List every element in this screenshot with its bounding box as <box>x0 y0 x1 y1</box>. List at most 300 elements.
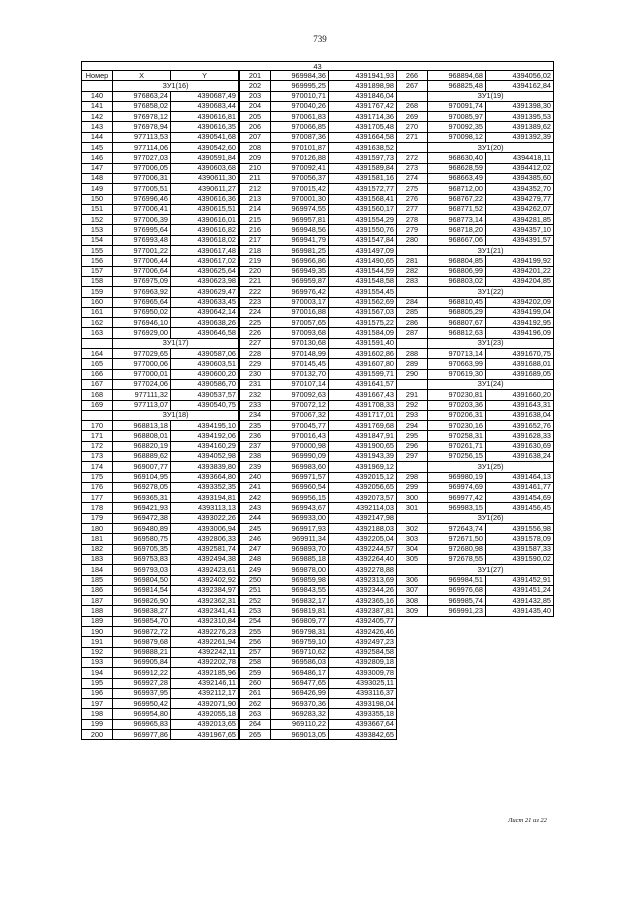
x-coordinate: 976996,46 <box>113 194 171 204</box>
x-coordinate: 969480,89 <box>113 524 171 534</box>
y-coordinate: 4394196,09 <box>486 328 554 338</box>
y-coordinate: 4391452,91 <box>486 575 554 585</box>
table-row <box>397 225 554 235</box>
point-number: 209 <box>240 153 271 163</box>
point-number: 285 <box>397 307 428 317</box>
sheet-footer: Лист 21 из 22 <box>508 817 547 824</box>
table-row <box>240 647 397 657</box>
point-number: 215 <box>240 215 271 225</box>
table-row <box>240 410 397 420</box>
x-coordinate: 969477,65 <box>271 678 329 688</box>
x-coordinate: 969943,67 <box>271 503 329 513</box>
table-row <box>82 637 239 647</box>
x-coordinate: 969937,95 <box>113 688 171 698</box>
point-number: 286 <box>397 318 428 328</box>
point-number: 237 <box>240 441 271 451</box>
x-coordinate: 968767,22 <box>428 194 486 204</box>
x-coordinate: 969980,19 <box>428 472 486 482</box>
x-coordinate: 977027,03 <box>113 153 171 163</box>
y-coordinate: 4394192,95 <box>486 318 554 328</box>
point-number: 296 <box>397 441 428 451</box>
x-coordinate: 968628,59 <box>428 163 486 173</box>
point-number: 160 <box>82 297 113 307</box>
point-number: 220 <box>240 266 271 276</box>
y-coordinate: 4392147,98 <box>329 513 397 523</box>
x-coordinate: 969912,22 <box>113 668 171 678</box>
point-number: 208 <box>240 143 271 153</box>
x-coordinate: 977113,07 <box>113 400 171 410</box>
x-coordinate: 968771,52 <box>428 204 486 214</box>
section-blank-cell <box>397 338 428 348</box>
point-number: 243 <box>240 503 271 513</box>
y-coordinate: 4394052,98 <box>171 451 239 461</box>
x-coordinate: 969948,56 <box>271 225 329 235</box>
y-coordinate: 4391554,29 <box>329 215 397 225</box>
y-coordinate: 4392244,57 <box>329 544 397 554</box>
y-coordinate: 4391464,13 <box>486 472 554 482</box>
table-row <box>397 400 554 410</box>
x-coordinate: 968803,02 <box>428 276 486 286</box>
table-row <box>397 534 554 544</box>
point-number: 297 <box>397 451 428 461</box>
y-coordinate: 4392278,88 <box>329 565 397 575</box>
x-coordinate: 968805,29 <box>428 307 486 317</box>
table-row <box>82 431 239 441</box>
x-coordinate: 969905,84 <box>113 657 171 667</box>
point-number: 162 <box>82 318 113 328</box>
table-row <box>240 688 397 698</box>
y-coordinate: 4391943,39 <box>329 451 397 461</box>
point-number: 143 <box>82 122 113 132</box>
y-coordinate: 4394192,06 <box>171 431 239 441</box>
table-row <box>240 668 397 678</box>
y-coordinate: 4391597,73 <box>329 153 397 163</box>
point-number: 256 <box>240 637 271 647</box>
table-row <box>82 585 239 595</box>
x-coordinate: 968808,01 <box>113 431 171 441</box>
x-coordinate: 969966,86 <box>271 256 329 266</box>
table-row <box>240 421 397 431</box>
table-row <box>240 513 397 523</box>
x-coordinate: 969809,77 <box>271 616 329 626</box>
table-row <box>82 482 239 492</box>
x-coordinate: 976975,09 <box>113 276 171 286</box>
table-row <box>240 472 397 482</box>
x-coordinate: 969472,38 <box>113 513 171 523</box>
x-coordinate: 969976,68 <box>428 585 486 595</box>
point-number: 227 <box>240 338 271 348</box>
table-row <box>82 112 239 122</box>
y-coordinate: 4390629,47 <box>171 287 239 297</box>
point-number: 291 <box>397 390 428 400</box>
x-coordinate: 969977,86 <box>113 730 171 740</box>
y-coordinate: 4390616,36 <box>171 194 239 204</box>
y-coordinate: 4394262,07 <box>486 204 554 214</box>
section-label: ЗУ1(18) <box>113 410 239 420</box>
x-coordinate: 969960,54 <box>271 482 329 492</box>
y-coordinate: 4394160,29 <box>171 441 239 451</box>
point-number: 254 <box>240 616 271 626</box>
table-row <box>397 81 554 91</box>
table-row <box>240 143 397 153</box>
y-coordinate: 4391584,09 <box>329 328 397 338</box>
table-row <box>82 390 239 400</box>
point-number: 260 <box>240 678 271 688</box>
table-row <box>397 554 554 564</box>
x-coordinate: 969976,42 <box>271 287 329 297</box>
point-number: 280 <box>397 235 428 245</box>
y-coordinate: 4391575,22 <box>329 318 397 328</box>
point-number: 253 <box>240 606 271 616</box>
y-coordinate: 4390646,58 <box>171 328 239 338</box>
y-coordinate: 4392809,18 <box>329 657 397 667</box>
table-row <box>240 606 397 616</box>
point-number: 198 <box>82 709 113 719</box>
point-number: 233 <box>240 400 271 410</box>
y-coordinate: 4394162,84 <box>486 81 554 91</box>
y-coordinate: 4393198,04 <box>329 699 397 709</box>
table-row <box>240 441 397 451</box>
x-coordinate: 970016,43 <box>271 431 329 441</box>
y-coordinate: 4392497,23 <box>329 637 397 647</box>
table-row <box>397 112 554 122</box>
y-coordinate: 4390615,51 <box>171 204 239 214</box>
y-coordinate: 4392114,03 <box>329 503 397 513</box>
x-coordinate: 969991,23 <box>428 606 486 616</box>
x-coordinate: 969753,83 <box>113 554 171 564</box>
point-number: 153 <box>82 225 113 235</box>
y-coordinate: 4392494,38 <box>171 554 239 564</box>
table-row <box>397 71 554 81</box>
coordinate-grid <box>396 70 554 617</box>
x-coordinate: 970713,14 <box>428 349 486 359</box>
y-coordinate: 4392112,17 <box>171 688 239 698</box>
point-number: 206 <box>240 122 271 132</box>
y-coordinate: 4391497,09 <box>329 246 397 256</box>
y-coordinate: 4391590,02 <box>486 554 554 564</box>
x-coordinate: 977111,32 <box>113 390 171 400</box>
point-number: 154 <box>82 235 113 245</box>
y-coordinate: 4390617,48 <box>171 246 239 256</box>
point-number: 217 <box>240 235 271 245</box>
x-coordinate: 970056,37 <box>271 173 329 183</box>
point-number: 207 <box>240 132 271 142</box>
table-row <box>82 194 239 204</box>
y-coordinate: 4394201,22 <box>486 266 554 276</box>
table-row <box>82 503 239 513</box>
header-y: Y <box>171 71 239 81</box>
y-coordinate: 4393113,13 <box>171 503 239 513</box>
table-row <box>397 153 554 163</box>
y-coordinate: 4391589,84 <box>329 163 397 173</box>
table-row <box>82 699 239 709</box>
table-row <box>240 276 397 286</box>
point-number: 292 <box>397 400 428 410</box>
table-row <box>82 462 239 472</box>
y-coordinate: 4391638,04 <box>486 410 554 420</box>
point-number: 301 <box>397 503 428 513</box>
point-number: 158 <box>82 276 113 286</box>
x-coordinate: 969370,36 <box>271 699 329 709</box>
point-number: 251 <box>240 585 271 595</box>
point-number: 241 <box>240 482 271 492</box>
x-coordinate: 969959,87 <box>271 276 329 286</box>
coordinate-grid <box>239 70 397 740</box>
y-coordinate: 4392423,61 <box>171 565 239 575</box>
point-number: 279 <box>397 225 428 235</box>
y-coordinate: 4391435,40 <box>486 606 554 616</box>
x-coordinate: 969586,03 <box>271 657 329 667</box>
x-coordinate: 970206,31 <box>428 410 486 420</box>
x-coordinate: 969365,31 <box>113 493 171 503</box>
x-coordinate: 968889,62 <box>113 451 171 461</box>
x-coordinate: 969486,17 <box>271 668 329 678</box>
x-coordinate: 970663,99 <box>428 359 486 369</box>
y-coordinate: 4392344,26 <box>329 585 397 595</box>
x-coordinate: 977114,06 <box>113 143 171 153</box>
x-coordinate: 968718,20 <box>428 225 486 235</box>
x-coordinate: 970092,63 <box>271 390 329 400</box>
y-coordinate: 4390591,84 <box>171 153 239 163</box>
x-coordinate: 968812,63 <box>428 328 486 338</box>
point-number: 200 <box>82 730 113 740</box>
table-row <box>240 81 397 91</box>
y-coordinate: 4392362,31 <box>171 596 239 606</box>
y-coordinate: 4390642,14 <box>171 307 239 317</box>
point-number: 231 <box>240 379 271 389</box>
table-row <box>240 297 397 307</box>
point-number: 192 <box>82 647 113 657</box>
point-number: 159 <box>82 287 113 297</box>
y-coordinate: 4391562,69 <box>329 297 397 307</box>
table-row <box>82 369 239 379</box>
table-row <box>82 307 239 317</box>
y-coordinate: 4394199,92 <box>486 256 554 266</box>
x-coordinate: 972680,98 <box>428 544 486 554</box>
point-number: 165 <box>82 359 113 369</box>
table-row <box>397 318 554 328</box>
section-row <box>397 565 554 575</box>
x-coordinate: 969985,74 <box>428 596 486 606</box>
section-label: ЗУ1(16) <box>113 81 239 91</box>
x-coordinate: 969957,81 <box>271 215 329 225</box>
x-coordinate: 976946,10 <box>113 318 171 328</box>
point-number: 199 <box>82 719 113 729</box>
section-label: ЗУ1(20) <box>428 143 554 153</box>
point-number: 235 <box>240 421 271 431</box>
y-coordinate: 4392261,94 <box>171 637 239 647</box>
point-number: 194 <box>82 668 113 678</box>
point-number: 151 <box>82 204 113 214</box>
x-coordinate: 976995,64 <box>113 225 171 235</box>
x-coordinate: 969878,00 <box>271 565 329 575</box>
point-number: 278 <box>397 215 428 225</box>
table-row <box>240 194 397 204</box>
y-coordinate: 4391900,65 <box>329 441 397 451</box>
point-number: 212 <box>240 184 271 194</box>
x-coordinate: 970258,31 <box>428 431 486 441</box>
table-row <box>397 122 554 132</box>
x-coordinate: 976965,64 <box>113 297 171 307</box>
x-coordinate: 969859,98 <box>271 575 329 585</box>
x-coordinate: 970093,68 <box>271 328 329 338</box>
x-coordinate: 977113,53 <box>113 132 171 142</box>
x-coordinate: 969956,15 <box>271 493 329 503</box>
table-row <box>397 256 554 266</box>
table-row <box>240 575 397 585</box>
x-coordinate: 969843,55 <box>271 585 329 595</box>
y-coordinate: 4391389,62 <box>486 122 554 132</box>
y-coordinate: 4391456,45 <box>486 503 554 513</box>
table-row <box>82 184 239 194</box>
y-coordinate: 4391708,33 <box>329 400 397 410</box>
table-row <box>82 544 239 554</box>
x-coordinate: 977000,01 <box>113 369 171 379</box>
section-blank-cell <box>397 462 428 472</box>
x-coordinate: 969421,93 <box>113 503 171 513</box>
point-number: 176 <box>82 482 113 492</box>
section-blank-cell <box>397 513 428 523</box>
y-coordinate: 4392015,12 <box>329 472 397 482</box>
point-number: 185 <box>82 575 113 585</box>
point-number: 274 <box>397 173 428 183</box>
x-coordinate: 970230,81 <box>428 390 486 400</box>
x-coordinate: 969104,95 <box>113 472 171 482</box>
y-coordinate: 4391560,17 <box>329 204 397 214</box>
point-number: 273 <box>397 163 428 173</box>
table-row <box>240 153 397 163</box>
x-coordinate: 969278,05 <box>113 482 171 492</box>
y-coordinate: 4391967,65 <box>171 730 239 740</box>
x-coordinate: 969759,10 <box>271 637 329 647</box>
point-number: 271 <box>397 132 428 142</box>
x-coordinate: 977006,05 <box>113 163 171 173</box>
table-row <box>82 266 239 276</box>
x-coordinate: 972678,55 <box>428 554 486 564</box>
y-coordinate: 4392188,03 <box>329 524 397 534</box>
y-coordinate: 4392055,18 <box>171 709 239 719</box>
table-row <box>397 307 554 317</box>
x-coordinate: 972671,50 <box>428 534 486 544</box>
y-coordinate: 4392310,84 <box>171 616 239 626</box>
x-coordinate: 970619,30 <box>428 369 486 379</box>
x-coordinate: 970085,97 <box>428 112 486 122</box>
x-coordinate: 968806,99 <box>428 266 486 276</box>
table-row <box>240 215 397 225</box>
table-row <box>240 596 397 606</box>
point-number: 167 <box>82 379 113 389</box>
point-number: 166 <box>82 369 113 379</box>
table-row <box>82 246 239 256</box>
y-coordinate: 4393664,80 <box>171 472 239 482</box>
y-coordinate: 4393022,26 <box>171 513 239 523</box>
x-coordinate: 970261,71 <box>428 441 486 451</box>
y-coordinate: 4390542,60 <box>171 143 239 153</box>
y-coordinate: 4390687,49 <box>171 91 239 101</box>
table-row <box>397 390 554 400</box>
y-coordinate: 4394391,57 <box>486 235 554 245</box>
table-row <box>82 153 239 163</box>
y-coordinate: 4391587,33 <box>486 544 554 554</box>
table-row <box>240 359 397 369</box>
y-coordinate: 4393025,11 <box>329 678 397 688</box>
table-row <box>240 163 397 173</box>
y-coordinate: 4391607,80 <box>329 359 397 369</box>
y-coordinate: 4391554,45 <box>329 287 397 297</box>
x-coordinate: 970087,36 <box>271 132 329 142</box>
y-coordinate: 4391568,41 <box>329 194 397 204</box>
section-blank-cell <box>82 410 113 420</box>
x-coordinate: 977005,51 <box>113 184 171 194</box>
x-coordinate: 968813,18 <box>113 421 171 431</box>
table-row <box>397 369 554 379</box>
coordinates-table <box>81 61 554 739</box>
table-row <box>82 421 239 431</box>
x-coordinate: 968804,85 <box>428 256 486 266</box>
point-number: 259 <box>240 668 271 678</box>
section-blank-cell <box>82 338 113 348</box>
x-coordinate: 970091,74 <box>428 101 486 111</box>
x-coordinate: 969798,31 <box>271 627 329 637</box>
x-coordinate: 970045,77 <box>271 421 329 431</box>
y-coordinate: 4393006,94 <box>171 524 239 534</box>
point-number: 294 <box>397 421 428 431</box>
table-row <box>82 606 239 616</box>
table-row <box>82 400 239 410</box>
y-coordinate: 4390638,26 <box>171 318 239 328</box>
y-coordinate: 4394418,11 <box>486 153 554 163</box>
point-number: 258 <box>240 657 271 667</box>
y-coordinate: 4391664,58 <box>329 132 397 142</box>
point-number: 248 <box>240 554 271 564</box>
x-coordinate: 968712,00 <box>428 184 486 194</box>
y-coordinate: 4392202,78 <box>171 657 239 667</box>
y-coordinate: 4393116,37 <box>329 688 397 698</box>
table-row <box>82 297 239 307</box>
x-coordinate: 968807,67 <box>428 318 486 328</box>
y-coordinate: 4391567,03 <box>329 307 397 317</box>
table-row <box>82 616 239 626</box>
table-row <box>397 606 554 616</box>
y-coordinate: 4392313,69 <box>329 575 397 585</box>
table-row <box>240 585 397 595</box>
point-number: 205 <box>240 112 271 122</box>
section-blank-cell <box>397 565 428 575</box>
point-number: 303 <box>397 534 428 544</box>
point-number: 290 <box>397 369 428 379</box>
y-coordinate: 4392146,11 <box>171 678 239 688</box>
header-row <box>82 71 239 81</box>
table-row <box>82 472 239 482</box>
point-number: 164 <box>82 349 113 359</box>
point-number: 300 <box>397 493 428 503</box>
table-row <box>397 524 554 534</box>
table-row <box>240 379 397 389</box>
section-label: ЗУ1(24) <box>428 379 554 389</box>
y-coordinate: 4391395,53 <box>486 112 554 122</box>
table-row <box>82 565 239 575</box>
table-row <box>240 730 397 740</box>
point-number: 267 <box>397 81 428 91</box>
y-coordinate: 4391641,57 <box>329 379 397 389</box>
point-number: 230 <box>240 369 271 379</box>
table-row <box>240 235 397 245</box>
point-number: 213 <box>240 194 271 204</box>
x-coordinate: 969995,25 <box>271 81 329 91</box>
x-coordinate: 977006,41 <box>113 204 171 214</box>
x-coordinate: 968820,19 <box>113 441 171 451</box>
y-coordinate: 4390611,30 <box>171 173 239 183</box>
